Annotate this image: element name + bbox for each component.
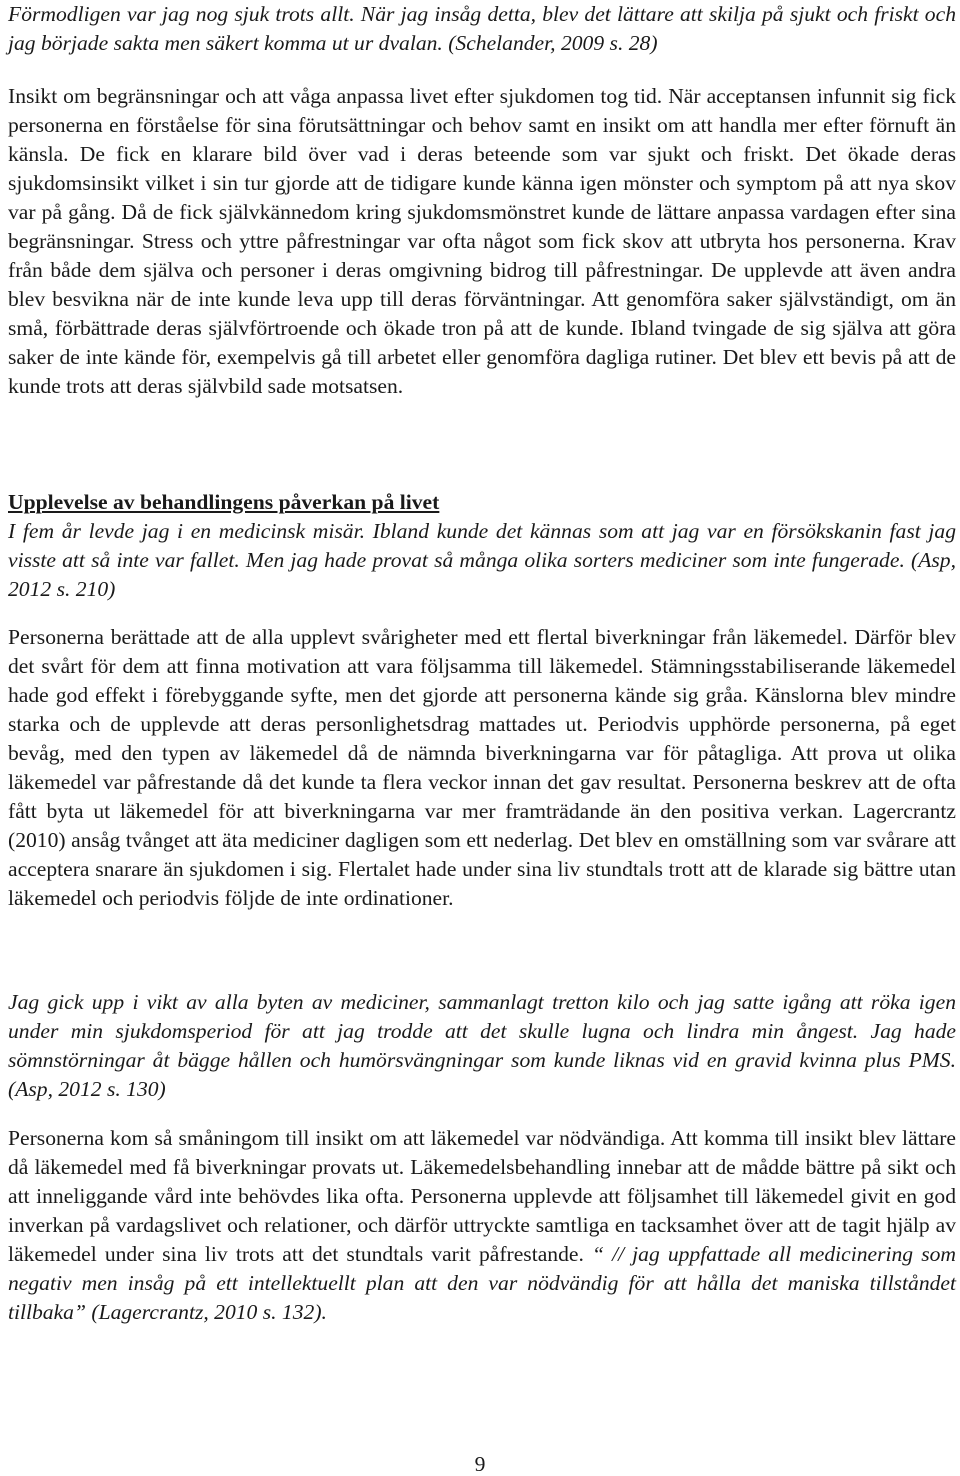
page-number: 9 xyxy=(474,1452,486,1476)
section-heading: Upplevelse av behandlingens påverkan på livet xyxy=(8,490,440,514)
paragraph-insight: Insikt om begränsningar och att våga anpassa livet efter sjukdomen tog tid. När acceptansen infunnit sig fick personerna en förståelse för sina förutsättningar och behov samt en insikt om att handla mer efter förnuft än känsla. De fick en klarare bild över vad i deras beteende som var sjukt och friskt. Det ökade deras sjukdomsinsikt vilket i sin tur gjorde att de tidigare kunde känna igen mönster och symptom på att nya skov var på gång. Då de fick självkännedom kring sjukdomsmönstret kunde de lättare anpassa vardagen efter sina begränsningar. Stress och yttre påfrestningar var ofta något som fick skov att utbryta hos personerna. Krav från både dem själva och personer i deras omgivning bidrog till påfrestningar. De upplevde att även andra blev besvikna när de inte kunde leva upp till deras förväntningar. Att genomföra saker självständigt, om än små, förbättrade deras självförtroende och ökade tron på att de kunde. Ibland tvingade de sig själva att göra saker de inte kände för, exempelvis gå till arbetet eller genomföra dagliga rutiner. Det blev ett bevis på att de kunde trots att deras självbild sade motsatsen. xyxy=(8,84,956,398)
paragraph-acceptance xyxy=(8,1124,956,1327)
quote-asp-210: I fem år levde jag i en medicinsk misär. Ibland kunde det kännas som att jag var en försökskanin fast jag visste att så inte var fallet. Men jag hade provat så många olika sorters mediciner som inte fungerade. (Asp, 2012 s. 210) xyxy=(8,519,956,601)
quote-asp-130: Jag gick upp i vikt av alla byten av mediciner, sammanlagt tretton kilo och jag satte igång att röka igen under min sjukdomsperiod för att jag trodde att det skulle lugna och lindra min ångest. Jag hade sömnstörningar åt bägge hållen och humörsvängningar som kunde liknas vid en gravid kvinna plus PMS. (Asp, 2012 s. 130) xyxy=(8,990,956,1101)
quote-lagercrantz: “ // jag uppfattade all medicinering som negativ men insåg på ett intellektuellt plan att den var nödvändig för att hålla det maniska tillståndet tillbaka” (Lagercrantz, 2010 s. 132). xyxy=(8,1242,956,1324)
quote-schelander: Förmodligen var jag nog sjuk trots allt. När jag insåg detta, blev det lättare att skilja på sjukt och friskt och jag började sakta men säkert komma ut ur dvalan. (Schelander, 2009 s. 28) xyxy=(8,2,956,55)
paragraph-medication: Personerna berättade att de alla upplevt svårigheter med ett flertal biverkningar från läkemedel. Därför blev det svårt för dem att finna motivation att vara följsamma till läkemedel. Stämningsstabiliserande läkemedel hade god effekt i förebyggande syfte, men det gjorde att personerna kände sig gråa. Känslorna blev mindre starka och de upplevde att deras personlighetsdrag mattades ut. Periodvis upphörde personerna, på eget bevåg, med den typen av läkemedel då de nämnda biverkningarna var för påtagliga. Att prova ut olika läkemedel var påfrestande då det kunde ta flera veckor innan det gav resultat. Personerna beskrev att de ofta fått byta ut läkemedel för att biverkningarna var mer framträdande än den positiva verkan. Lagercrantz (2010) ansåg tvånget att äta mediciner dagligen som ett nederlag. Det blev en omställning som var svårare att acceptera snarare än sjukdomen i sig. Flertalet hade under sina liv stundtals trott att de klarade sig bättre utan läkemedel och periodvis följde de inte ordinationer. xyxy=(8,625,956,910)
paragraph-acceptance-text: Personerna kom så småningom till insikt om att läkemedel var nödvändiga. Att komma till insikt blev lättare då läkemedel med få biverkningar provats ut. Läkemedelsbehandling innebar att de mådde bättre på sikt och att inneliggande vård inte behövdes lika ofta. Personerna upplevde att följsamhet till läkemedel givit en god inverkan på vardagslivet och relationer, och därför uttryckte samtliga en tacksamhet över att de tagit hjälp av läkemedel under sina liv trots att det stundtals varit påfrestande. xyxy=(8,1126,956,1266)
